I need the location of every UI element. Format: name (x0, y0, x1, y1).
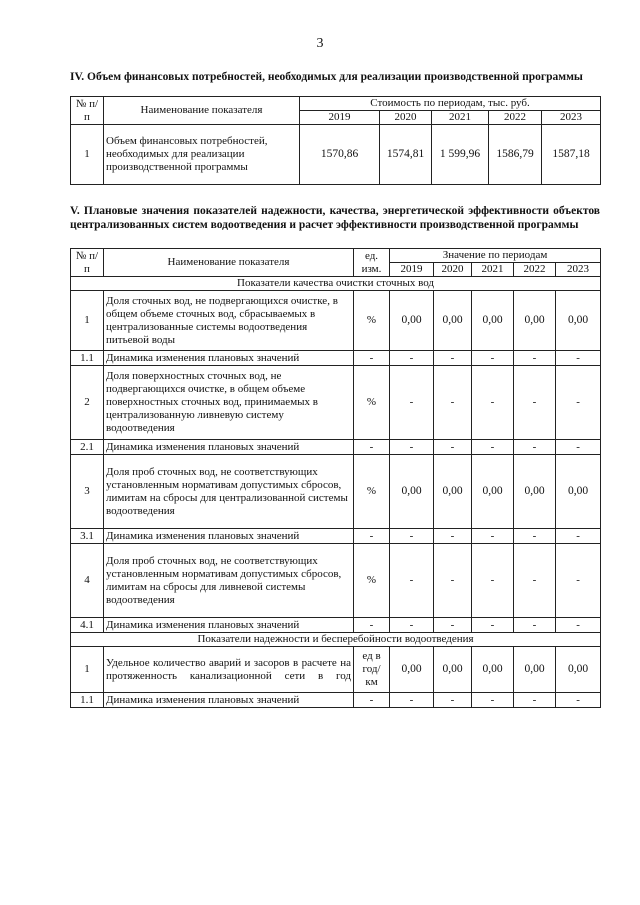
row-num: 1 (71, 291, 104, 351)
row-num: 1.1 (71, 351, 104, 366)
header-num: № п/п (71, 249, 104, 277)
row-value: - (514, 351, 556, 366)
row-value: - (514, 529, 556, 544)
header-year: 2019 (390, 263, 434, 277)
row-value: - (434, 351, 472, 366)
row-value: - (514, 618, 556, 633)
header-year: 2020 (380, 111, 432, 125)
table-row (71, 351, 601, 366)
header-cost: Стоимость по периодам, тыс. руб. (300, 97, 601, 111)
row-value: 0,00 (390, 455, 434, 529)
row-value: 0,00 (434, 291, 472, 351)
row-value: - (390, 618, 434, 633)
row-name: Доля поверхностных сточных вод, не подвергающихся очистке, в общем объеме поверхностных сточных вод, принимаемых в централизованную ливневую систему водоотведения (104, 366, 354, 440)
row-value: 0,00 (556, 455, 601, 529)
row-value: - (434, 693, 472, 708)
row-num: 4 (71, 544, 104, 618)
table-row (71, 647, 601, 693)
header-name: Наименование показателя (104, 249, 354, 277)
row-value: - (472, 366, 514, 440)
row-value: - (390, 351, 434, 366)
row-value: - (390, 366, 434, 440)
row-name: Доля сточных вод, не подвергающихся очистке, в общем объеме сточных вод, сбрасываемых в централизованные системы водоотведения питьевой воды (104, 291, 354, 351)
group-heading: Показатели надежности и бесперебойности водоотведения (71, 633, 601, 647)
header-year: 2022 (514, 263, 556, 277)
row-value: - (472, 618, 514, 633)
row-value: 0,00 (556, 647, 601, 693)
header-periods: Значение по периодам (390, 249, 601, 263)
row-value: - (390, 529, 434, 544)
row-value: - (472, 351, 514, 366)
table-row (71, 291, 601, 351)
header-year: 2020 (434, 263, 472, 277)
row-value: - (556, 529, 601, 544)
row-value: 0,00 (556, 291, 601, 351)
header-name: Наименование показателя (104, 97, 300, 125)
row-value: 1586,79 (489, 125, 542, 185)
row-num: 3.1 (71, 529, 104, 544)
row-unit: - (354, 351, 390, 366)
row-unit: % (354, 455, 390, 529)
row-value: 0,00 (514, 455, 556, 529)
table-row (71, 544, 601, 618)
row-value: - (390, 440, 434, 455)
row-unit: % (354, 291, 390, 351)
row-value: 0,00 (434, 455, 472, 529)
section-4-title: IV. Объем финансовых потребностей, необходимых для реализации производственной программы (70, 71, 583, 83)
row-value: - (556, 440, 601, 455)
header-num: № п/п (71, 97, 104, 125)
row-num: 1.1 (71, 693, 104, 708)
row-value: - (556, 618, 601, 633)
header-year: 2022 (489, 111, 542, 125)
table-row (71, 529, 601, 544)
row-value: - (434, 440, 472, 455)
group-heading: Показатели качества очистки сточных вод (71, 277, 601, 291)
row-name: Динамика изменения плановых значений (104, 440, 354, 455)
row-value: - (472, 440, 514, 455)
row-unit: % (354, 544, 390, 618)
row-value: - (390, 693, 434, 708)
header-year: 2021 (432, 111, 489, 125)
row-value: 0,00 (514, 647, 556, 693)
row-value: 1574,81 (380, 125, 432, 185)
row-unit: - (354, 618, 390, 633)
row-unit: % (354, 366, 390, 440)
row-value: 0,00 (514, 291, 556, 351)
row-value: - (390, 544, 434, 618)
row-name: Доля проб сточных вод, не соответствующих установленным нормативам допустимых сбросов, лимитам на сбросы для централизованной системы водоотведения (104, 455, 354, 529)
row-num: 3 (71, 455, 104, 529)
row-value: - (434, 544, 472, 618)
row-value: 0,00 (472, 647, 514, 693)
row-num: 2 (71, 366, 104, 440)
row-name: Динамика изменения плановых значений (104, 693, 354, 708)
row-value: 1570,86 (300, 125, 380, 185)
row-unit: - (354, 529, 390, 544)
row-value: - (434, 366, 472, 440)
row-value: - (556, 693, 601, 708)
row-value: 1 599,96 (432, 125, 489, 185)
header-year: 2023 (556, 263, 601, 277)
row-value: - (472, 693, 514, 708)
header-unit: ед. изм. (354, 249, 390, 277)
table-row (71, 440, 601, 455)
row-value: 0,00 (434, 647, 472, 693)
row-value: - (514, 440, 556, 455)
row-unit: - (354, 440, 390, 455)
row-name: Динамика изменения плановых значений (104, 529, 354, 544)
financial-needs-table (70, 96, 601, 185)
row-value: - (514, 693, 556, 708)
header-year: 2019 (300, 111, 380, 125)
row-value: 1587,18 (542, 125, 601, 185)
row-value: 0,00 (472, 291, 514, 351)
section-5-title: V. Плановые значения показателей надежности, качества, энергетической эффективности объектов централизованных систем водоотведения и расчет эффективности производственной программы (70, 205, 600, 231)
row-value: - (556, 544, 601, 618)
page-number: 3 (316, 36, 324, 51)
row-name: Объем финансовых потребностей, необходимых для реализации производственной программы (104, 125, 300, 185)
row-value: - (556, 351, 601, 366)
table-row (71, 618, 601, 633)
row-value: - (434, 618, 472, 633)
row-value: - (434, 529, 472, 544)
row-unit: - (354, 693, 390, 708)
row-name: Динамика изменения плановых значений (104, 351, 354, 366)
table-row (71, 455, 601, 529)
row-value: 0,00 (390, 647, 434, 693)
row-unit: ед в год/ км (354, 647, 390, 693)
row-name: Динамика изменения плановых значений (104, 618, 354, 633)
table-row (71, 125, 601, 185)
row-num: 4.1 (71, 618, 104, 633)
row-name: Удельное количество аварий и засоров в расчете на протяженность канализационной сети в год (104, 647, 354, 693)
indicators-table (70, 248, 601, 708)
row-value: - (514, 366, 556, 440)
row-value: - (472, 544, 514, 618)
row-value: - (472, 529, 514, 544)
row-num: 1 (71, 647, 104, 693)
row-value: 0,00 (472, 455, 514, 529)
header-year: 2023 (542, 111, 601, 125)
table-row (71, 693, 601, 708)
row-value: - (514, 544, 556, 618)
header-year: 2021 (472, 263, 514, 277)
row-value: - (556, 366, 601, 440)
row-num: 2.1 (71, 440, 104, 455)
row-value: 0,00 (390, 291, 434, 351)
table-row (71, 366, 601, 440)
row-name: Доля проб сточных вод, не соответствующих установленным нормативам допустимых сбросов, лимитам на сбросы для ливневой системы водоотведения (104, 544, 354, 618)
row-num: 1 (71, 125, 104, 185)
